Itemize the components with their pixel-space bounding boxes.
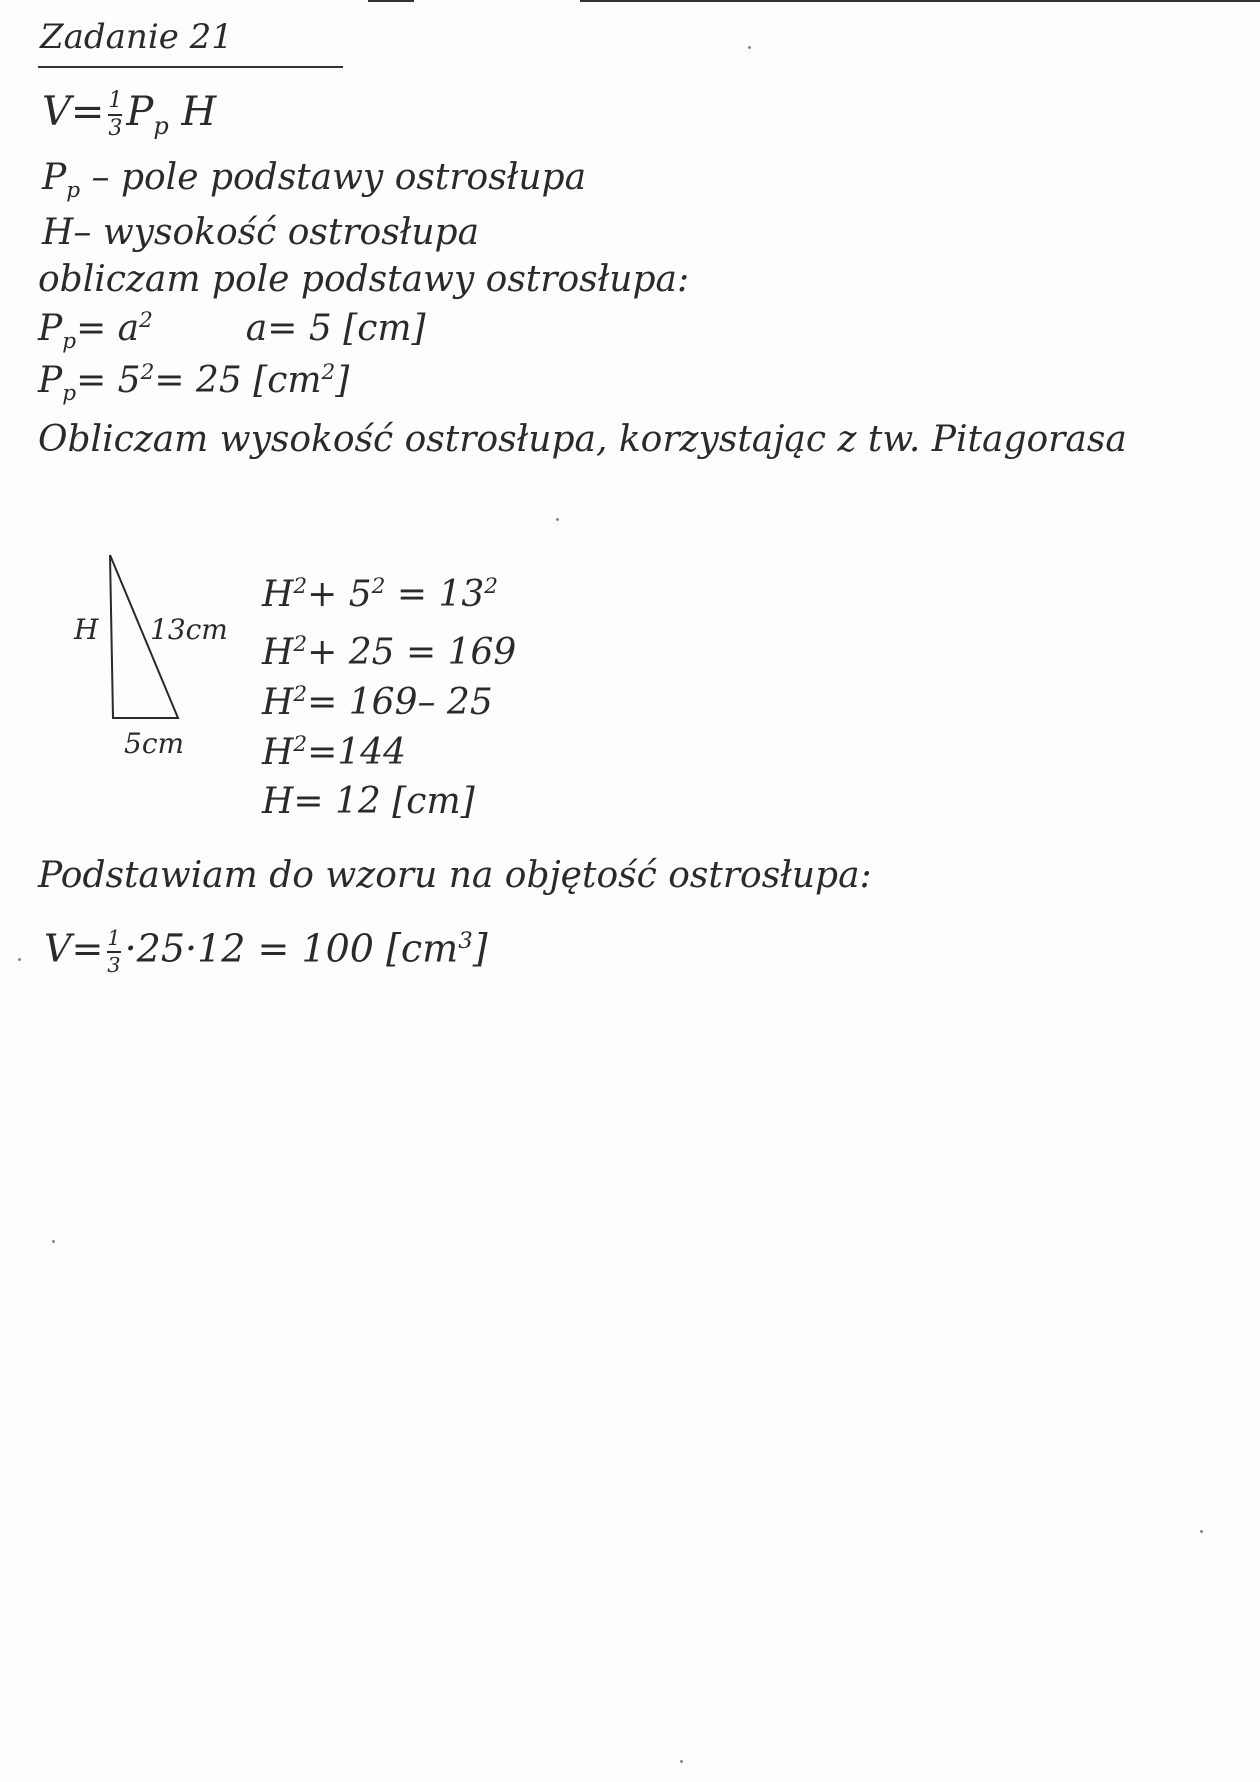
scan-edge-line [580, 0, 1260, 2]
definition-height: H– wysokość ostrosłupa [42, 212, 480, 253]
scan-speck [748, 46, 751, 49]
area-result: $P_p= 5^2= 25$ $[cm^2]$ [38, 360, 350, 407]
scan-speck [680, 1760, 683, 1763]
triangle-label-h: H [74, 613, 99, 646]
triangle-label-base: 5cm [124, 727, 185, 760]
definition-base-area: $P_p$ – pole podstawy ostrosłupa [42, 157, 587, 204]
scan-speck [52, 1240, 55, 1243]
area-intro: obliczam pole podstawy ostrosłupa: [38, 259, 690, 300]
scan-speck [556, 518, 559, 521]
pythagoras-step-3: $H^2= 169-$ 25 [262, 682, 493, 723]
volume-result: V= $\frac{1}{3}$ ·25·12 = 100 $[cm^3]$ [44, 926, 488, 977]
pythagoras-step-2: $H^2+ 25 = 169$ [262, 632, 517, 673]
pythagoras-step-1: $H^2+ 5^2 = 13^2$ [262, 574, 499, 615]
scan-speck [18, 958, 21, 961]
height-intro: Obliczam wysokość ostrosłupa, korzystając z tw. Pitagorasa [38, 419, 1127, 460]
scan-edge-line [368, 0, 414, 2]
pythagoras-step-4: $H^2=144$ [262, 732, 407, 773]
pythagoras-step-5: H= 12 [cm] [262, 781, 475, 822]
volume-intro: Podstawiam do wzoru na objętość ostrosłupa: [38, 855, 872, 896]
title-underline [38, 66, 343, 68]
area-formula: $P_p= a^2$ a= 5 [cm] [38, 308, 426, 355]
triangle-label-hypotenuse: 13cm [150, 613, 228, 646]
page-title: Zadanie 21 [40, 17, 233, 57]
scan-speck [1200, 1530, 1203, 1533]
volume-formula: V= $\frac{1}{3}$ $P_p$ H [42, 88, 217, 141]
